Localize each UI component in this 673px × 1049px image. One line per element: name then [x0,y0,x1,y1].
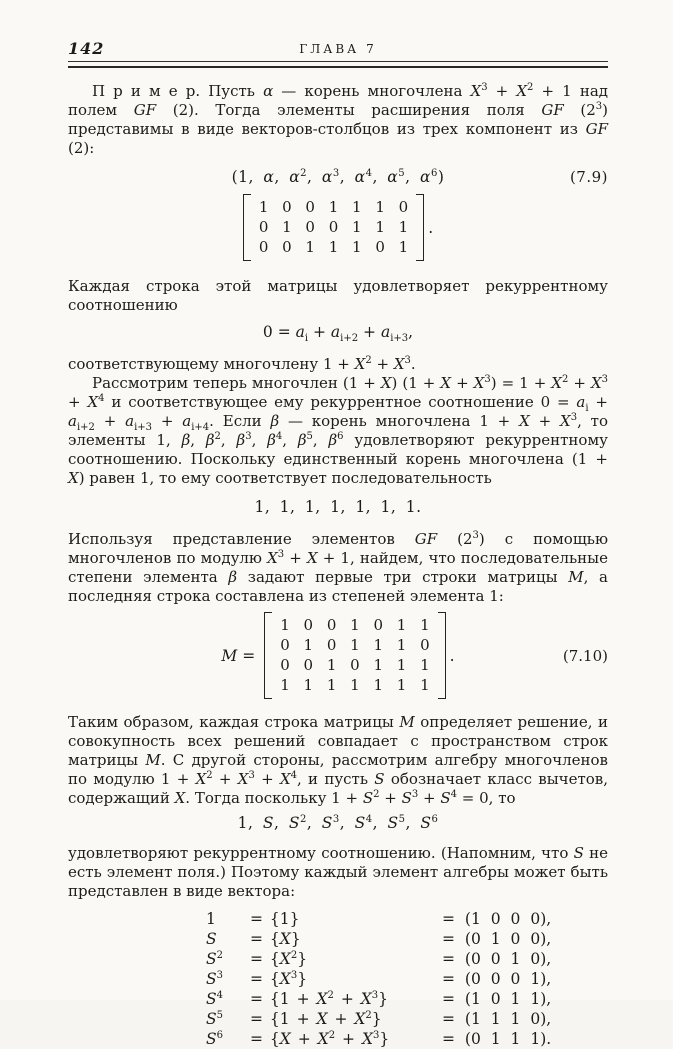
right-bracket [416,194,424,261]
formula-alpha-powers [68,166,608,188]
matrix-period: . [449,646,455,665]
matrix-rows [259,194,408,261]
vector-equation-row [206,1029,608,1049]
matrix-row: 1 0 0 1 0 1 1 [280,616,430,634]
vector-equation-row [206,1009,608,1029]
matrix-rows [280,612,429,699]
chapter-title: ГЛАВА 7 [299,42,377,56]
vector-polynomial: = {1} [250,910,300,928]
matrix-row: 1 0 0 1 1 1 0 [258,198,409,216]
equation-number-7-10: (7.10) [562,646,608,665]
vector-polynomial: = $\{X + X^2 + X^3\}$ [250,1029,390,1048]
vector-value: = (1 0 0 0), [442,910,552,928]
vector-symbol: $S^6$ [206,1029,223,1048]
vector-equation-row [206,909,608,929]
running-head [68,36,608,58]
vector-equation-row [206,969,608,989]
paragraph-satisfy-recurrence: удовлетворяют рекуррентному соотношению. (Напомним, что S не есть элемент поля.) Поэтому каждый элемент алгебры может быть представлен в виде вектора: [68,844,608,900]
formula-recurrence: $0 = a_i + a_{i+2} + a_{i+3}$, [262,323,414,345]
header-rule [68,61,608,68]
matrix-m-body [264,612,445,699]
right-bracket [438,612,446,699]
paragraph-example-intro: П р и м е р. Пусть α — корень многочлена $X^3 + X^2 + 1$ над полем GF (2). Тогда элементы расширения поля GF $(2^3)$ представимы в виде векторов-столбцов из трех компонент из GF (2): [68,82,608,157]
matrix-row: 1 1 1 1 1 1 1 [280,676,430,694]
paragraph-using-representation: Используя представление элементов GF $(2^3)$ с помощью многочленов по модулю $X^3 + X + 1$, найдем, что последовательные степени элемента β задают первые три строки матрицы M, а последняя строка составлена из степеней элемента 1: [68,530,609,605]
vector-polynomial: = $\{1 + X + X^2\}$ [250,1009,382,1028]
vector-symbol: S [206,930,217,948]
left-bracket [264,612,272,699]
matrix-row: 0 0 1 1 1 0 1 [258,238,409,256]
matrix-period: . [428,218,434,237]
vector-value: = (0 0 0 1), [442,970,552,988]
matrix-m-label: M = [221,646,256,665]
vector-value: = (0 1 1 1). [442,1030,552,1048]
vector-equation-row [206,949,608,969]
vector-polynomial: = $\{X^3\}$ [250,969,308,988]
vector-symbol: 1 [206,910,216,928]
paragraph-thus-each-row: Таким образом, каждая строка матрицы M определяет решение, и совокупность всех решений совпадает с пространством строк матрицы M. С другой стороны, рассмотрим алгебру многочленов по модулю $1 + X^2 + X^3 + X^4$, и пусть S обозначает класс вычетов, содержащий X. Тогда поскольку $1 + S^2 + S^3 + S^4 = 0$, то [68,713,609,807]
formula-ones-sequence: 1, 1, 1, 1, 1, 1, 1. [254,498,422,516]
page-number: 142 [68,39,105,58]
matrix-3x7-body [243,194,424,261]
formula-s-powers: 1, S, $S^2$, $S^3$, $S^4$, $S^5$, $S^6$ [237,813,439,832]
vector-symbol: $S^3$ [206,969,223,988]
vector-value: = (0 1 0 0), [442,930,552,948]
vector-equation-row [206,929,608,949]
left-bracket [243,194,251,261]
matrix-m-4x7 [68,612,608,699]
vector-symbol: $S^5$ [206,1009,223,1028]
vector-polynomial: = $\{1 + X^2 + X^3\}$ [250,989,389,1008]
paragraph-consider-poly: Рассмотрим теперь многочлен (1 + X) $(1 + X + X^3) = 1 + X^2 + X^3 + X^4$ и соответствующее ему рекуррентное соотношение $0 = a_i + a_{i+2} + a_{i+3} + a_{i+4}$. Если β — корень многочлена $1 + X + X^3$, то элементы 1, β, $\beta^2$, $\beta^3$, $\beta^4$, $\beta^5$, $\beta^6$ удовлетворяют рекуррентному соотношению. Поскольку единственный корень многочлена (1 + X) равен 1, то ему соответствует последовательность [68,374,609,487]
vector-symbol: $S^4$ [206,989,223,1008]
matrix-3x7 [68,194,608,261]
vector-value: = (1 0 1 1), [442,990,552,1008]
matrix-row: 0 1 0 0 1 1 1 [258,218,409,236]
equation-number-7-9: (7.9) [569,168,608,186]
paragraph-each-row: Каждая строка этой матрицы удовлетворяет рекуррентному соотношению [68,277,608,314]
formula-alpha-powers-body: (1, α, $\alpha^2$, $\alpha^3$, $\alpha^4$, $\alpha^5$, $\alpha^6$) [231,167,445,186]
vector-polynomial: = $\{X^2\}$ [250,949,308,968]
text-block [68,36,608,1049]
vector-value: = (1 1 1 0), [442,1010,552,1028]
matrix-row: 0 1 0 1 1 1 0 [280,636,430,654]
vector-equation-list [206,909,608,1049]
vector-value: = (0 0 1 0), [442,950,552,968]
matrix-row: 0 0 1 0 1 1 1 [280,656,430,674]
vector-symbol: $S^2$ [206,949,223,968]
vector-equation-row [206,989,608,1009]
paragraph-corresponding-poly: соответствующему многочлену $1 + X^2 + X^3$. [68,355,416,373]
vector-polynomial: = {X} [250,930,301,948]
